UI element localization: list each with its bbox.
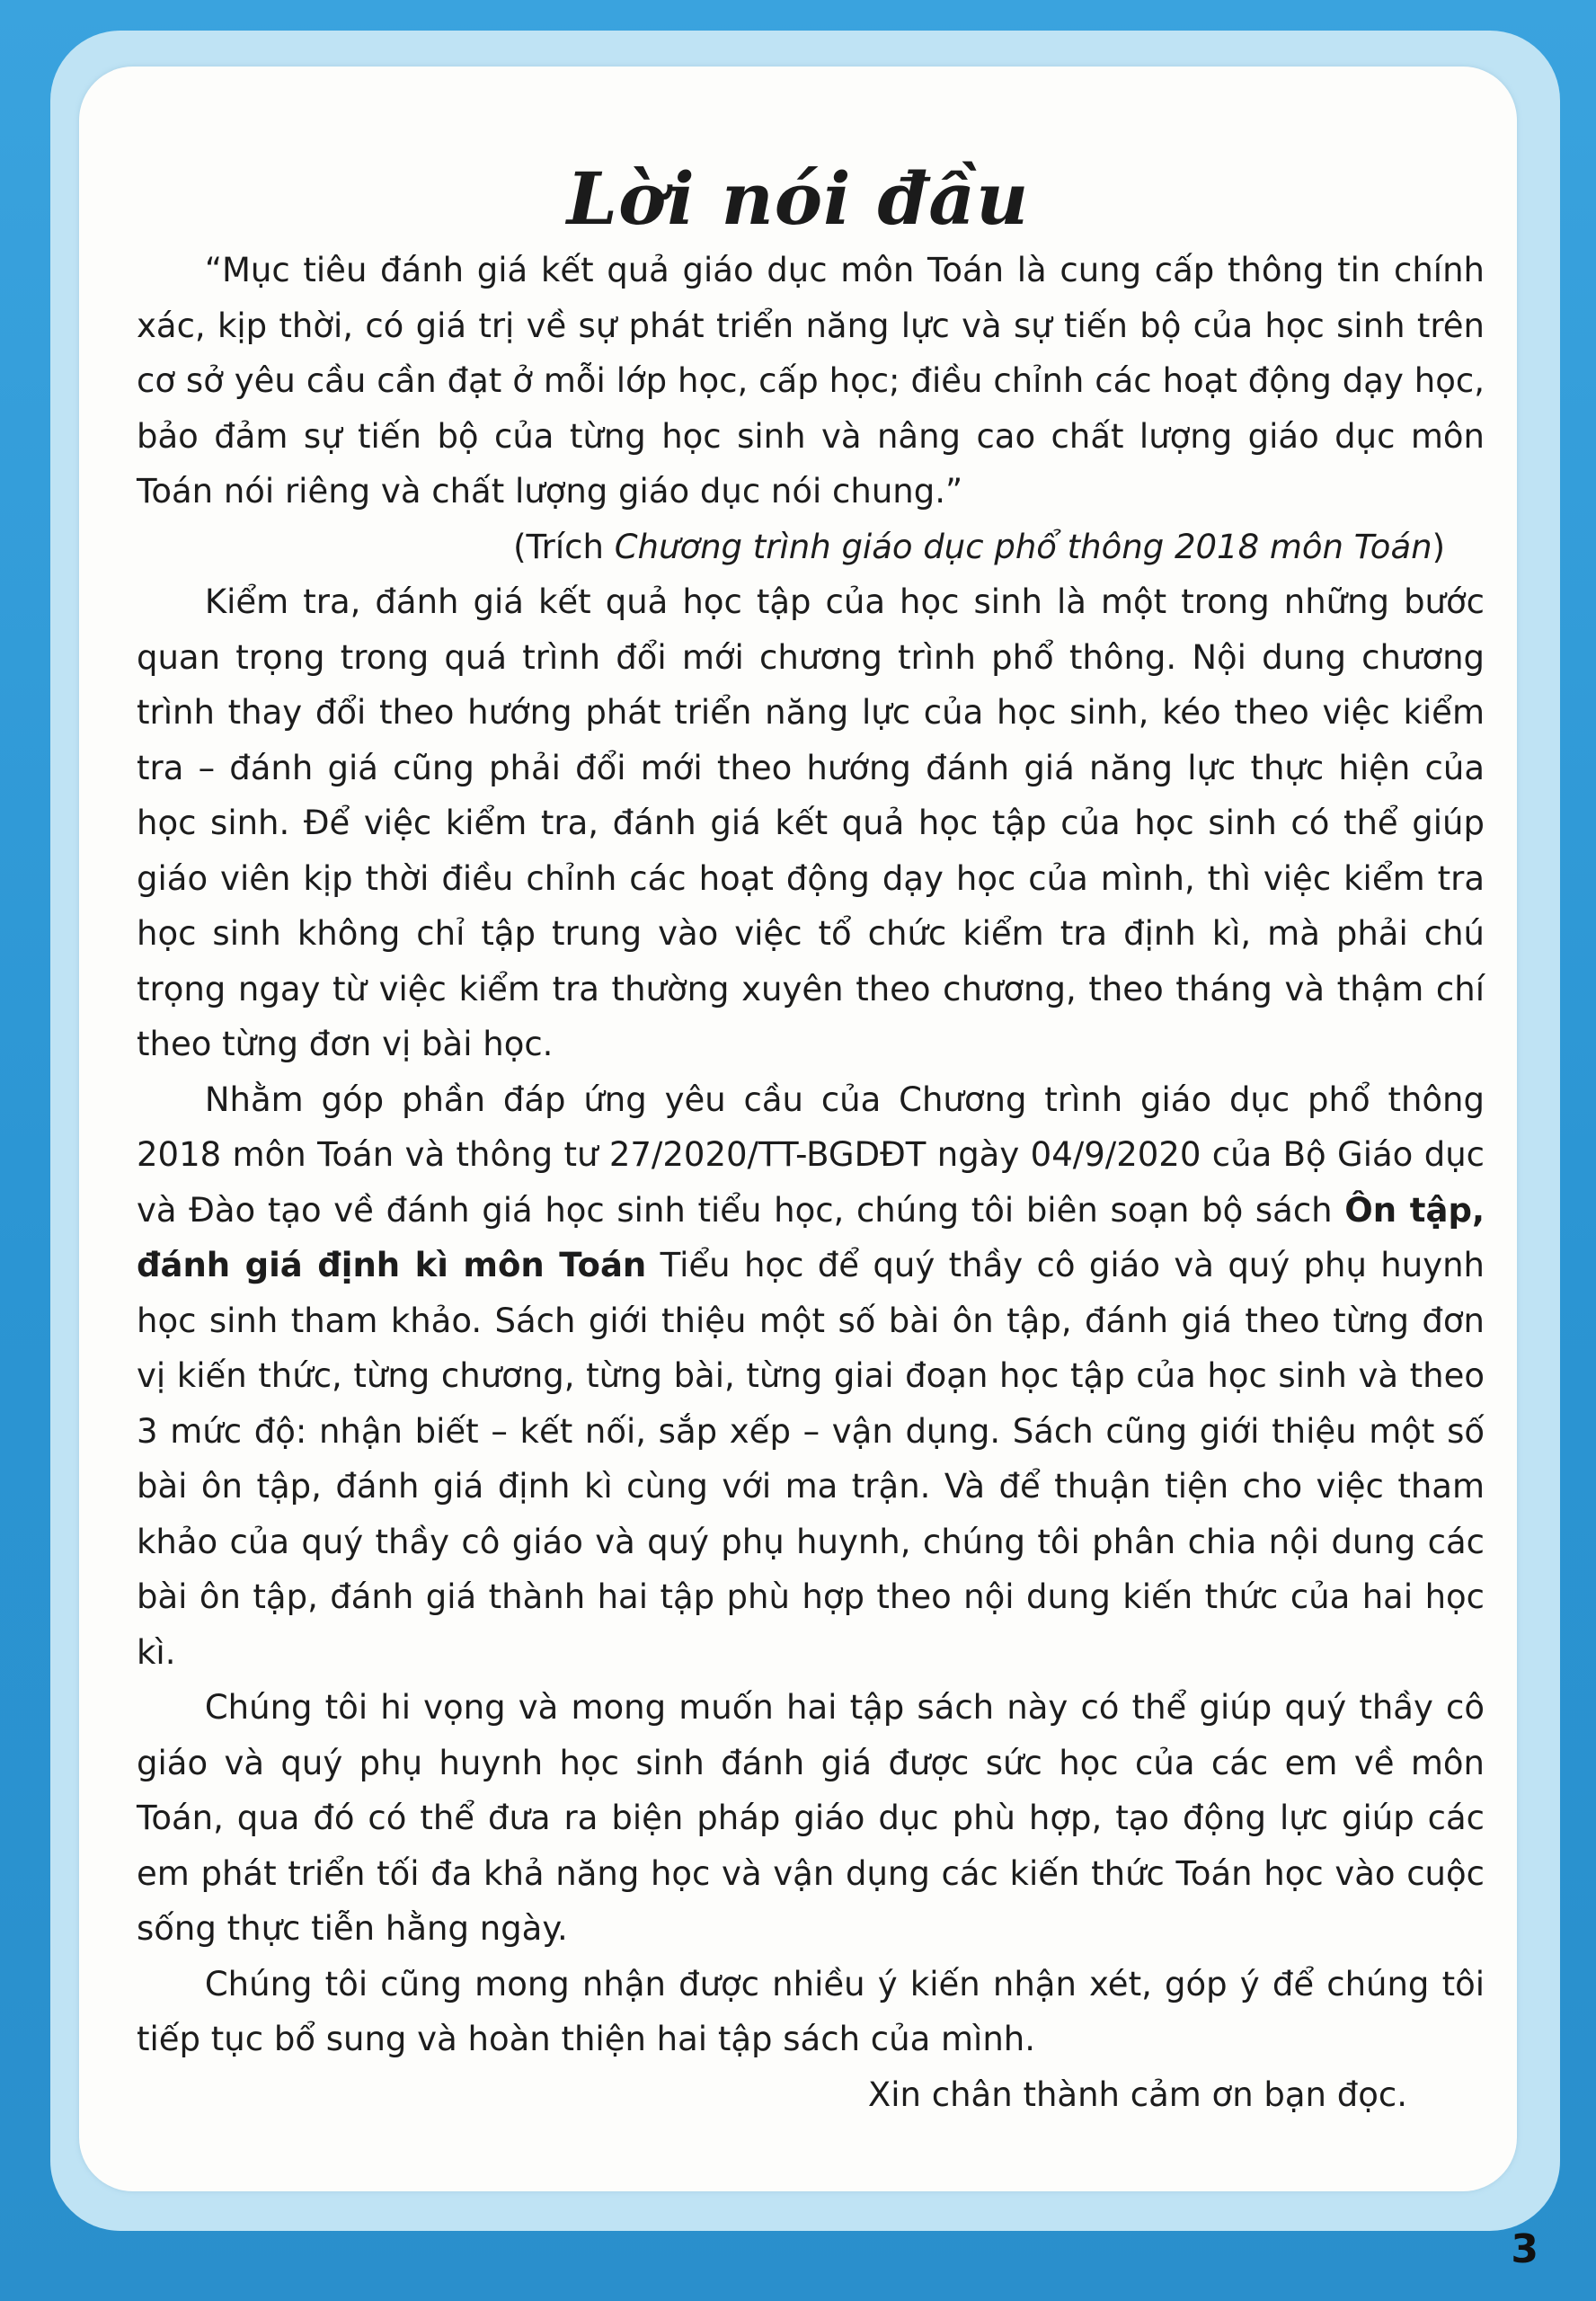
page-number: 3	[1511, 2226, 1538, 2272]
paragraph-book-purpose-start: Nhằm góp phần đáp ứng yêu cầu của Chương trình giáo dục phổ thông 2018 môn Toán và thông tư 27/2020/TT-BGDĐT ngày 04/9/2020 của Bộ Giáo dục và Đào tạo về đánh giá học sinh tiểu học, chúng tôi biên soạn bộ sách	[137, 1079, 1485, 1230]
citation-suffix: )	[1432, 527, 1445, 566]
closing-line: Xin chân thành cảm ơn bạn đọc.	[867, 2074, 1407, 2114]
paragraph-book-purpose-end: Tiểu học để quý thầy cô giáo và quý phụ huynh học sinh tham khảo. Sách giới thiệu một số bài ôn tập, đánh giá theo từng đơn vị kiến thức, từng chương, từng bài, từng giai đoạn học tập của học sinh và theo 3 mức độ: nhận biết – kết nối, sắp xếp – vận dụng. Sách cũng giới thiệu một số bài ôn tập, đánh giá định kì cùng với ma trận. Và để thuận tiện cho việc tham khảo của quý thầy cô giáo và quý phụ huynh, chúng tôi phân chia nội dung các bài ôn tập, đánh giá thành hai tập phù hợp theo nội dung kiến thức của hai học kì.	[137, 1246, 1485, 1672]
quote-paragraph: “Mục tiêu đánh giá kết quả giáo dục môn Toán là cung cấp thông tin chính xác, kịp thời, có giá trị về sự phát triển năng lực và sự tiến bộ của học sinh trên cơ sở yêu cầu cần đạt ở mỗi lớp học, cấp học; điều chỉnh các hoạt động dạy học, bảo đảm sự tiến bộ của từng học sinh và nâng cao chất lượng giáo dục môn Toán nói riêng và chất lượng giáo dục nói chung.”	[137, 251, 1485, 511]
paragraph-book-purpose	[137, 1072, 1485, 1681]
citation-prefix: (Trích	[513, 527, 615, 566]
page-title: Lời nói đầu	[566, 156, 1030, 241]
content-card	[79, 67, 1517, 2191]
citation-source: Chương trình giáo dục phổ thông 2018 môn Toán	[614, 527, 1432, 566]
paragraph-hope: Chúng tôi hi vọng và mong muốn hai tập sách này có thể giúp quý thầy cô giáo và quý phụ huynh học sinh đánh giá được sức học của các em về môn Toán, qua đó có thể đưa ra biện pháp giáo dục phù hợp, tạo động lực giúp các em phát triển tối đa khả năng học và vận dụng các kiến thức Toán học vào cuộc sống thực tiễn hằng ngày.	[137, 1688, 1485, 1948]
paragraph-assessment: Kiểm tra, đánh giá kết quả học tập của học sinh là một trong những bước quan trọng trong quá trình đổi mới chương trình phổ thông. Nội dung chương trình thay đổi theo hướng phát triển năng lực của học sinh, kéo theo việc kiểm tra – đánh giá cũng phải đổi mới theo hướng đánh giá năng lực thực hiện của học sinh. Để việc kiểm tra, đánh giá kết quả học tập của học sinh có thể giúp giáo viên kịp thời điều chỉnh các hoạt động dạy học của mình, thì việc kiểm tra học sinh không chỉ tập trung vào việc tổ chức kiểm tra định kì, mà phải chú trọng ngay từ việc kiểm tra thường xuyên theo chương, theo tháng và thậm chí theo từng đơn vị bài học.	[137, 582, 1485, 1063]
paragraph-feedback: Chúng tôi cũng mong nhận được nhiều ý kiến nhận xét, góp ý để chúng tôi tiếp tục bổ sung và hoàn thiện hai tập sách của mình.	[137, 1964, 1485, 2058]
citation	[137, 520, 1485, 575]
book-title-bold: Ôn tập, đánh giá định kì môn Toán	[137, 1190, 1485, 1284]
body-text	[137, 243, 1485, 2122]
